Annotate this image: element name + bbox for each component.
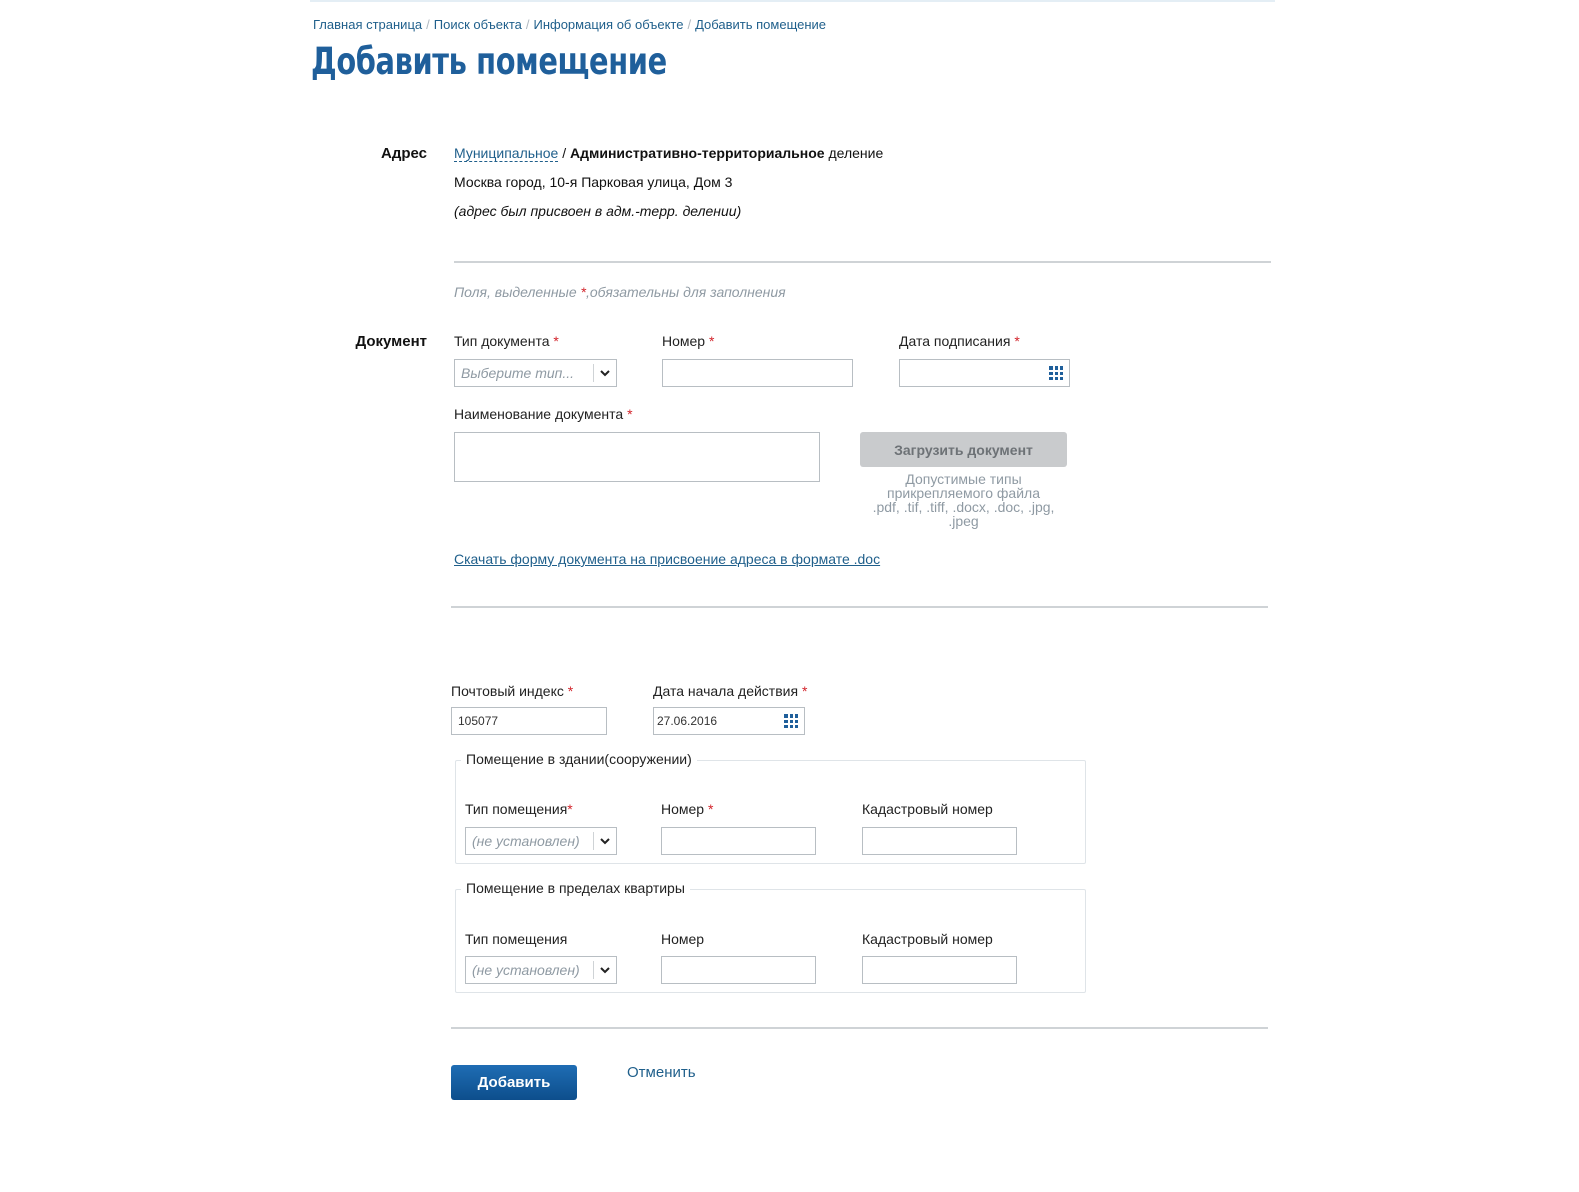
doc-type-label: Тип документа *	[454, 333, 559, 349]
page-title: Добавить помещение	[311, 40, 667, 83]
building-room-cadastral-label: Кадастровый номер	[862, 801, 993, 817]
chevron-down-icon[interactable]	[593, 961, 616, 979]
doc-number-label: Номер *	[662, 333, 715, 349]
chevron-down-icon[interactable]	[593, 364, 616, 382]
download-document-form-link[interactable]: Скачать форму документа на присвоение адреса в формате .doc	[454, 551, 881, 567]
top-divider	[310, 0, 1275, 2]
building-room-cadastral-input[interactable]	[862, 827, 1017, 855]
breadcrumb-object-info[interactable]: Информация об объекте	[533, 17, 684, 32]
address-full: Москва город, 10-я Парковая улица, Дом 3	[454, 174, 733, 190]
breadcrumb-home[interactable]: Главная страница	[313, 17, 423, 32]
address-note: (адрес был присвоен в адм.-терр. делении)	[454, 203, 742, 219]
doc-type-select-value: Выберите тип...	[461, 365, 575, 381]
postal-index-label: Почтовый индекс *	[451, 683, 574, 699]
apartment-room-number-input[interactable]	[661, 956, 816, 984]
postal-index-input[interactable]: 105077	[451, 707, 607, 735]
upload-document-button[interactable]: Загрузить документ	[860, 432, 1067, 467]
doc-date-label: Дата подписания *	[899, 333, 1020, 349]
address-division	[454, 145, 883, 161]
calendar-icon[interactable]	[784, 714, 798, 728]
doc-number-input[interactable]	[662, 359, 853, 387]
apartment-room-type-value: (не установлен)	[472, 962, 580, 978]
building-room-type-label: Тип помещения*	[465, 801, 573, 817]
building-room-type-value: (не установлен)	[472, 833, 580, 849]
doc-name-label: Наименование документа *	[454, 406, 633, 422]
divider	[451, 606, 1268, 608]
admin-division-active[interactable]: Административно-территориальное	[570, 145, 825, 161]
division-suffix: деление	[824, 145, 884, 161]
division-separator: /	[558, 145, 571, 161]
start-date-input[interactable]: 27.06.2016	[653, 707, 805, 735]
building-room-type-select[interactable]	[465, 827, 617, 855]
divider	[451, 1027, 1268, 1029]
calendar-icon[interactable]	[1049, 366, 1063, 380]
building-room-legend: Помещение в здании(сооружении)	[461, 751, 697, 767]
municipal-division-link[interactable]: Муниципальное	[454, 145, 559, 161]
doc-name-input[interactable]	[454, 432, 820, 482]
apartment-room-cadastral-label: Кадастровый номер	[862, 931, 993, 947]
document-label: Документ	[355, 333, 427, 350]
doc-date-input[interactable]	[899, 359, 1070, 387]
address-label: Адрес	[380, 145, 427, 162]
breadcrumb-search[interactable]: Поиск объекта	[433, 17, 522, 32]
upload-file-types-hint: Допустимые типы прикрепляемого файла .pdf, .tif, .tiff, .docx, .doc, .jpg, .jpeg	[872, 471, 1055, 529]
apartment-room-number-label: Номер	[661, 931, 705, 947]
add-button[interactable]: Добавить	[451, 1065, 577, 1100]
breadcrumb-current[interactable]: Добавить помещение	[695, 17, 827, 32]
divider	[454, 261, 1271, 263]
building-room-number-input[interactable]	[661, 827, 816, 855]
breadcrumb: Главная страница / Поиск объекта / Информация об объекте / Добавить помещение	[313, 17, 827, 32]
cancel-link[interactable]: Отменить	[627, 1064, 696, 1081]
apartment-room-type-label: Тип помещения	[465, 931, 568, 947]
apartment-room-cadastral-input[interactable]	[862, 956, 1017, 984]
apartment-room-legend: Помещение в пределах квартиры	[461, 880, 690, 896]
apartment-room-type-select[interactable]	[465, 956, 617, 984]
start-date-label: Дата начала действия *	[653, 683, 808, 699]
required-fields-note: Поля, выделенные *,обязательны для заполнения	[454, 284, 786, 300]
chevron-down-icon[interactable]	[593, 832, 616, 850]
doc-type-select[interactable]	[454, 359, 617, 387]
building-room-number-label: Номер *	[661, 801, 714, 817]
